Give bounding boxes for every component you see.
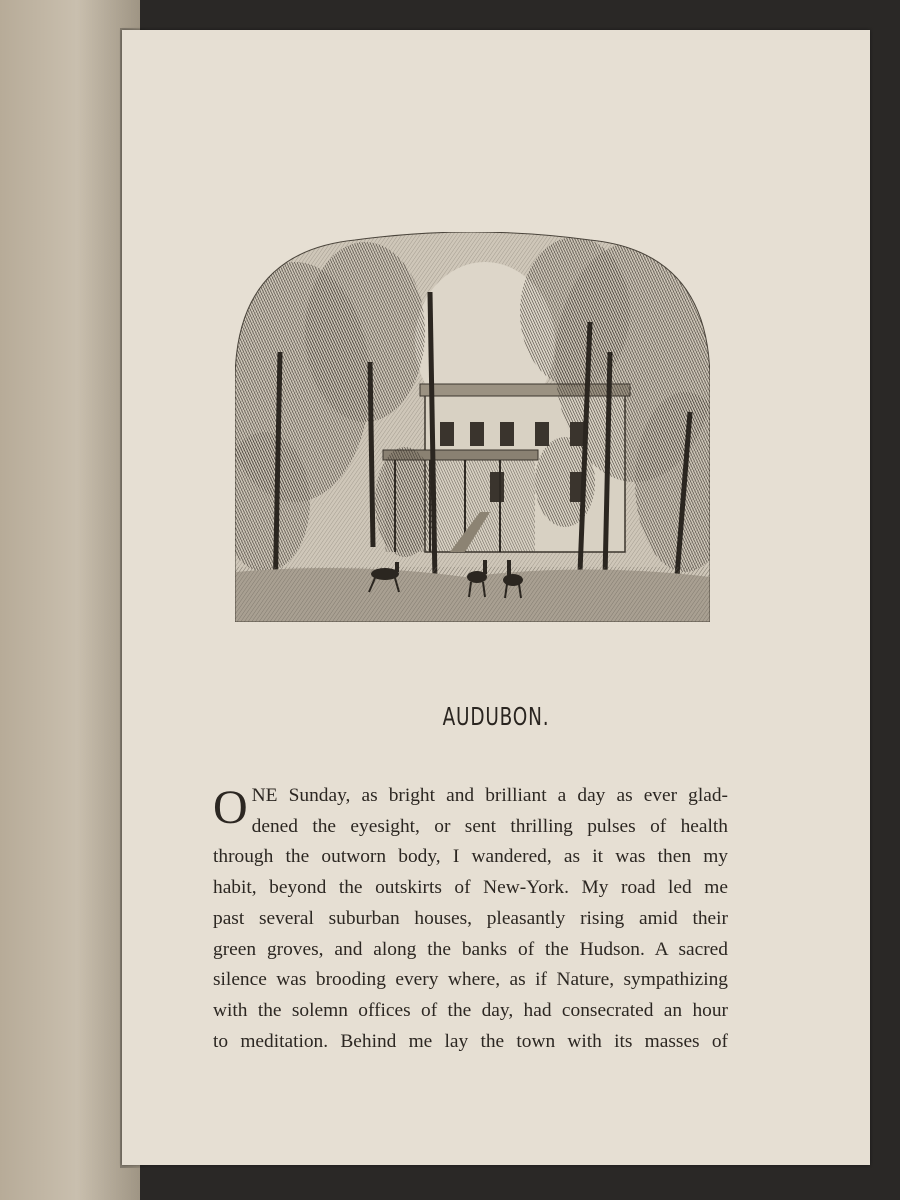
text-line-9: to meditation. Behind me lay the town with its masses of (213, 1030, 728, 1052)
text-line-1: NE Sunday, as bright and brilliant a day as ever glad- (251, 785, 728, 806)
text-line-2: dened the eyesight, or sent thrilling pulses of health (251, 815, 728, 837)
text-line-8: with the solemn offices of the day, had consecrated an hour (213, 999, 728, 1021)
text-line-4: habit, beyond the outskirts of New-York. My road led me (213, 877, 728, 899)
text-line-5: past several suburban houses, pleasantly rising amid their (213, 907, 728, 929)
book-page (122, 30, 870, 1165)
text-line-7: silence was brooding every where, as if Nature, sympathizing (213, 969, 728, 991)
text-line-3: through the outworn body, I wandered, as it was then my (213, 846, 728, 868)
book-cover (0, 0, 140, 1200)
house-engraving-illustration (235, 232, 710, 622)
chapter-title: AUDUBON. (442, 702, 550, 731)
chapter-body-text (213, 781, 728, 1057)
text-line-6: green groves, and along the banks of the Hudson. A sacred (213, 938, 728, 960)
drop-cap-letter: O (213, 781, 248, 834)
